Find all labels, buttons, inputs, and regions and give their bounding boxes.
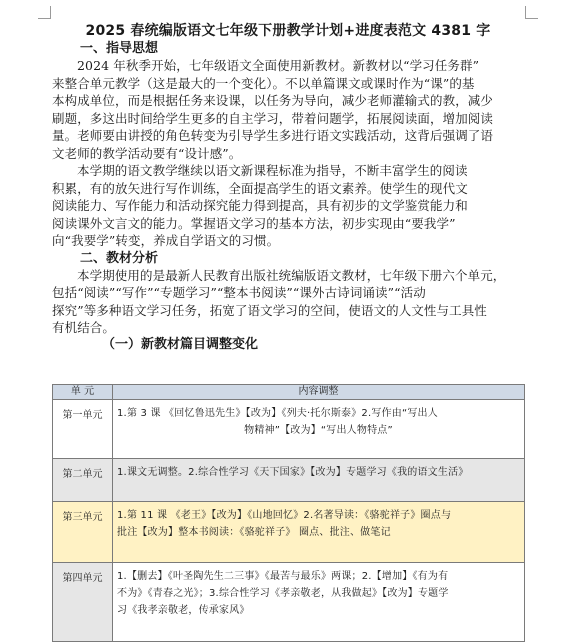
content-cell (113, 400, 525, 459)
content-line: 1.第 11 课 《老王》【改为】《山地回忆》2.名著导读：《骆驼祥子》圈点与 (117, 510, 452, 521)
content-line: 习《我孝亲敬老，传承家风》 (117, 605, 250, 616)
section-heading-textbook-analysis: 二、教材分析 (80, 250, 159, 266)
paragraph-line: 积累，有的放矢进行写作训练，全面提高学生的语文素养。使学生的现代文 (52, 180, 468, 196)
content-cell (113, 502, 525, 563)
table-row (53, 502, 525, 563)
document-page (52, 22, 524, 353)
paragraph-line: 本学期使用的是最新人民教育出版社统编版语文教材，七年级下册六个单元， (77, 267, 506, 283)
paragraph-line: 文老师的教学活动要有“设计感”。 (52, 145, 242, 161)
paragraph-line: 向“我要学”转变，养成自学语文的习惯。 (52, 233, 280, 248)
subheading-new-textbook-changes: （一）新教材篇目调整变化 (102, 336, 259, 352)
unit-cell: 第三单元 (53, 502, 113, 563)
content-line: 物精神”【改为】“写出人物特点” (244, 425, 393, 436)
paragraph-intro (52, 57, 524, 162)
content-cell (113, 459, 525, 502)
table-header-content: 内容调整 (113, 385, 525, 400)
section-heading-guiding-ideology: 一、指导思想 (80, 41, 159, 56)
content-line: 1.【删去】《叶圣陶先生二三事》《最苦与最乐》两课；2.【增加】《有为有 (117, 571, 449, 582)
adjustment-table (52, 384, 525, 642)
paragraph-line: 包括“阅读”“写作”“专题学习”“整本书阅读”“课外古诗词诵读”“活动 (52, 285, 426, 300)
page-corner-mark-left (38, 6, 51, 19)
unit-cell: 第二单元 (53, 459, 113, 502)
paragraph-textbook (52, 267, 524, 337)
unit-cell: 第四单元 (53, 563, 113, 642)
paragraph-line: 阅读课外文言文的能力。掌握语文学习的基本方法，初步实现由“要我学” (52, 215, 456, 231)
paragraph-line: 阅读能力、写作能力和活动探究能力得到提高，具有初步的文学鉴赏能力和 (52, 198, 468, 213)
paragraph-line: 有机结合。 (52, 320, 116, 335)
table-row (53, 400, 525, 459)
document-title: 2025 春统编版语文七年级下册教学计划+进度表范文 4381 字 (85, 23, 491, 39)
content-cell (113, 563, 525, 642)
page-corner-mark-right (525, 6, 538, 19)
paragraph-line: 来整合单元教学（这是最大的一个变化）。不以单篇课文或课时作为“课”的基 (52, 75, 475, 91)
paragraph-line: 探究”等多种语文学习任务，拓宽了语文学习的空间，使语文的人文性与工具性 (52, 302, 487, 318)
paragraph-line: 刷题，多这出时间给学生更多的自主学习，带着问题学，拓展阅读面，增加阅读 (52, 110, 494, 126)
table-row (53, 563, 525, 642)
content-line: 1.课文无调整。2.综合性学习《天下国家》【改为】专题学习《我的语文生活》 (117, 467, 469, 478)
paragraph-line: 本学期的语文教学继续以语文新课程标准为指导，不断丰富学生的阅读 (77, 163, 468, 178)
paragraph-line: 本构成单位，而是根据任务来设课，以任务为导向，减少老师灌输式的教，减少 (52, 93, 494, 108)
table-header-row (53, 385, 525, 400)
paragraph-line: 2024 年秋季开始，七年级语文全面使用新教材。新教材以“学习任务群” (77, 58, 480, 73)
paragraph-line: 量。老师要由讲授的角色转变为引导学生多进行语文实践活动，这背后强调了语 (52, 128, 494, 143)
content-line: 不为》《青春之光》；3.综合性学习《孝亲敬老，从我做起》【改为】专题学 (117, 588, 449, 599)
table-row (53, 459, 525, 502)
paragraph-goals (52, 162, 524, 250)
table-header-unit: 单 元 (53, 385, 113, 400)
content-line: 1.第 3 课 《回忆鲁迅先生》【改为】《列夫·托尔斯泰》2.写作由“写出人 (117, 408, 438, 419)
content-line: 批注【改为】整本书阅读：《骆驼祥子》 圈点、批注、做笔记 (117, 527, 391, 538)
unit-cell: 第一单元 (53, 400, 113, 459)
